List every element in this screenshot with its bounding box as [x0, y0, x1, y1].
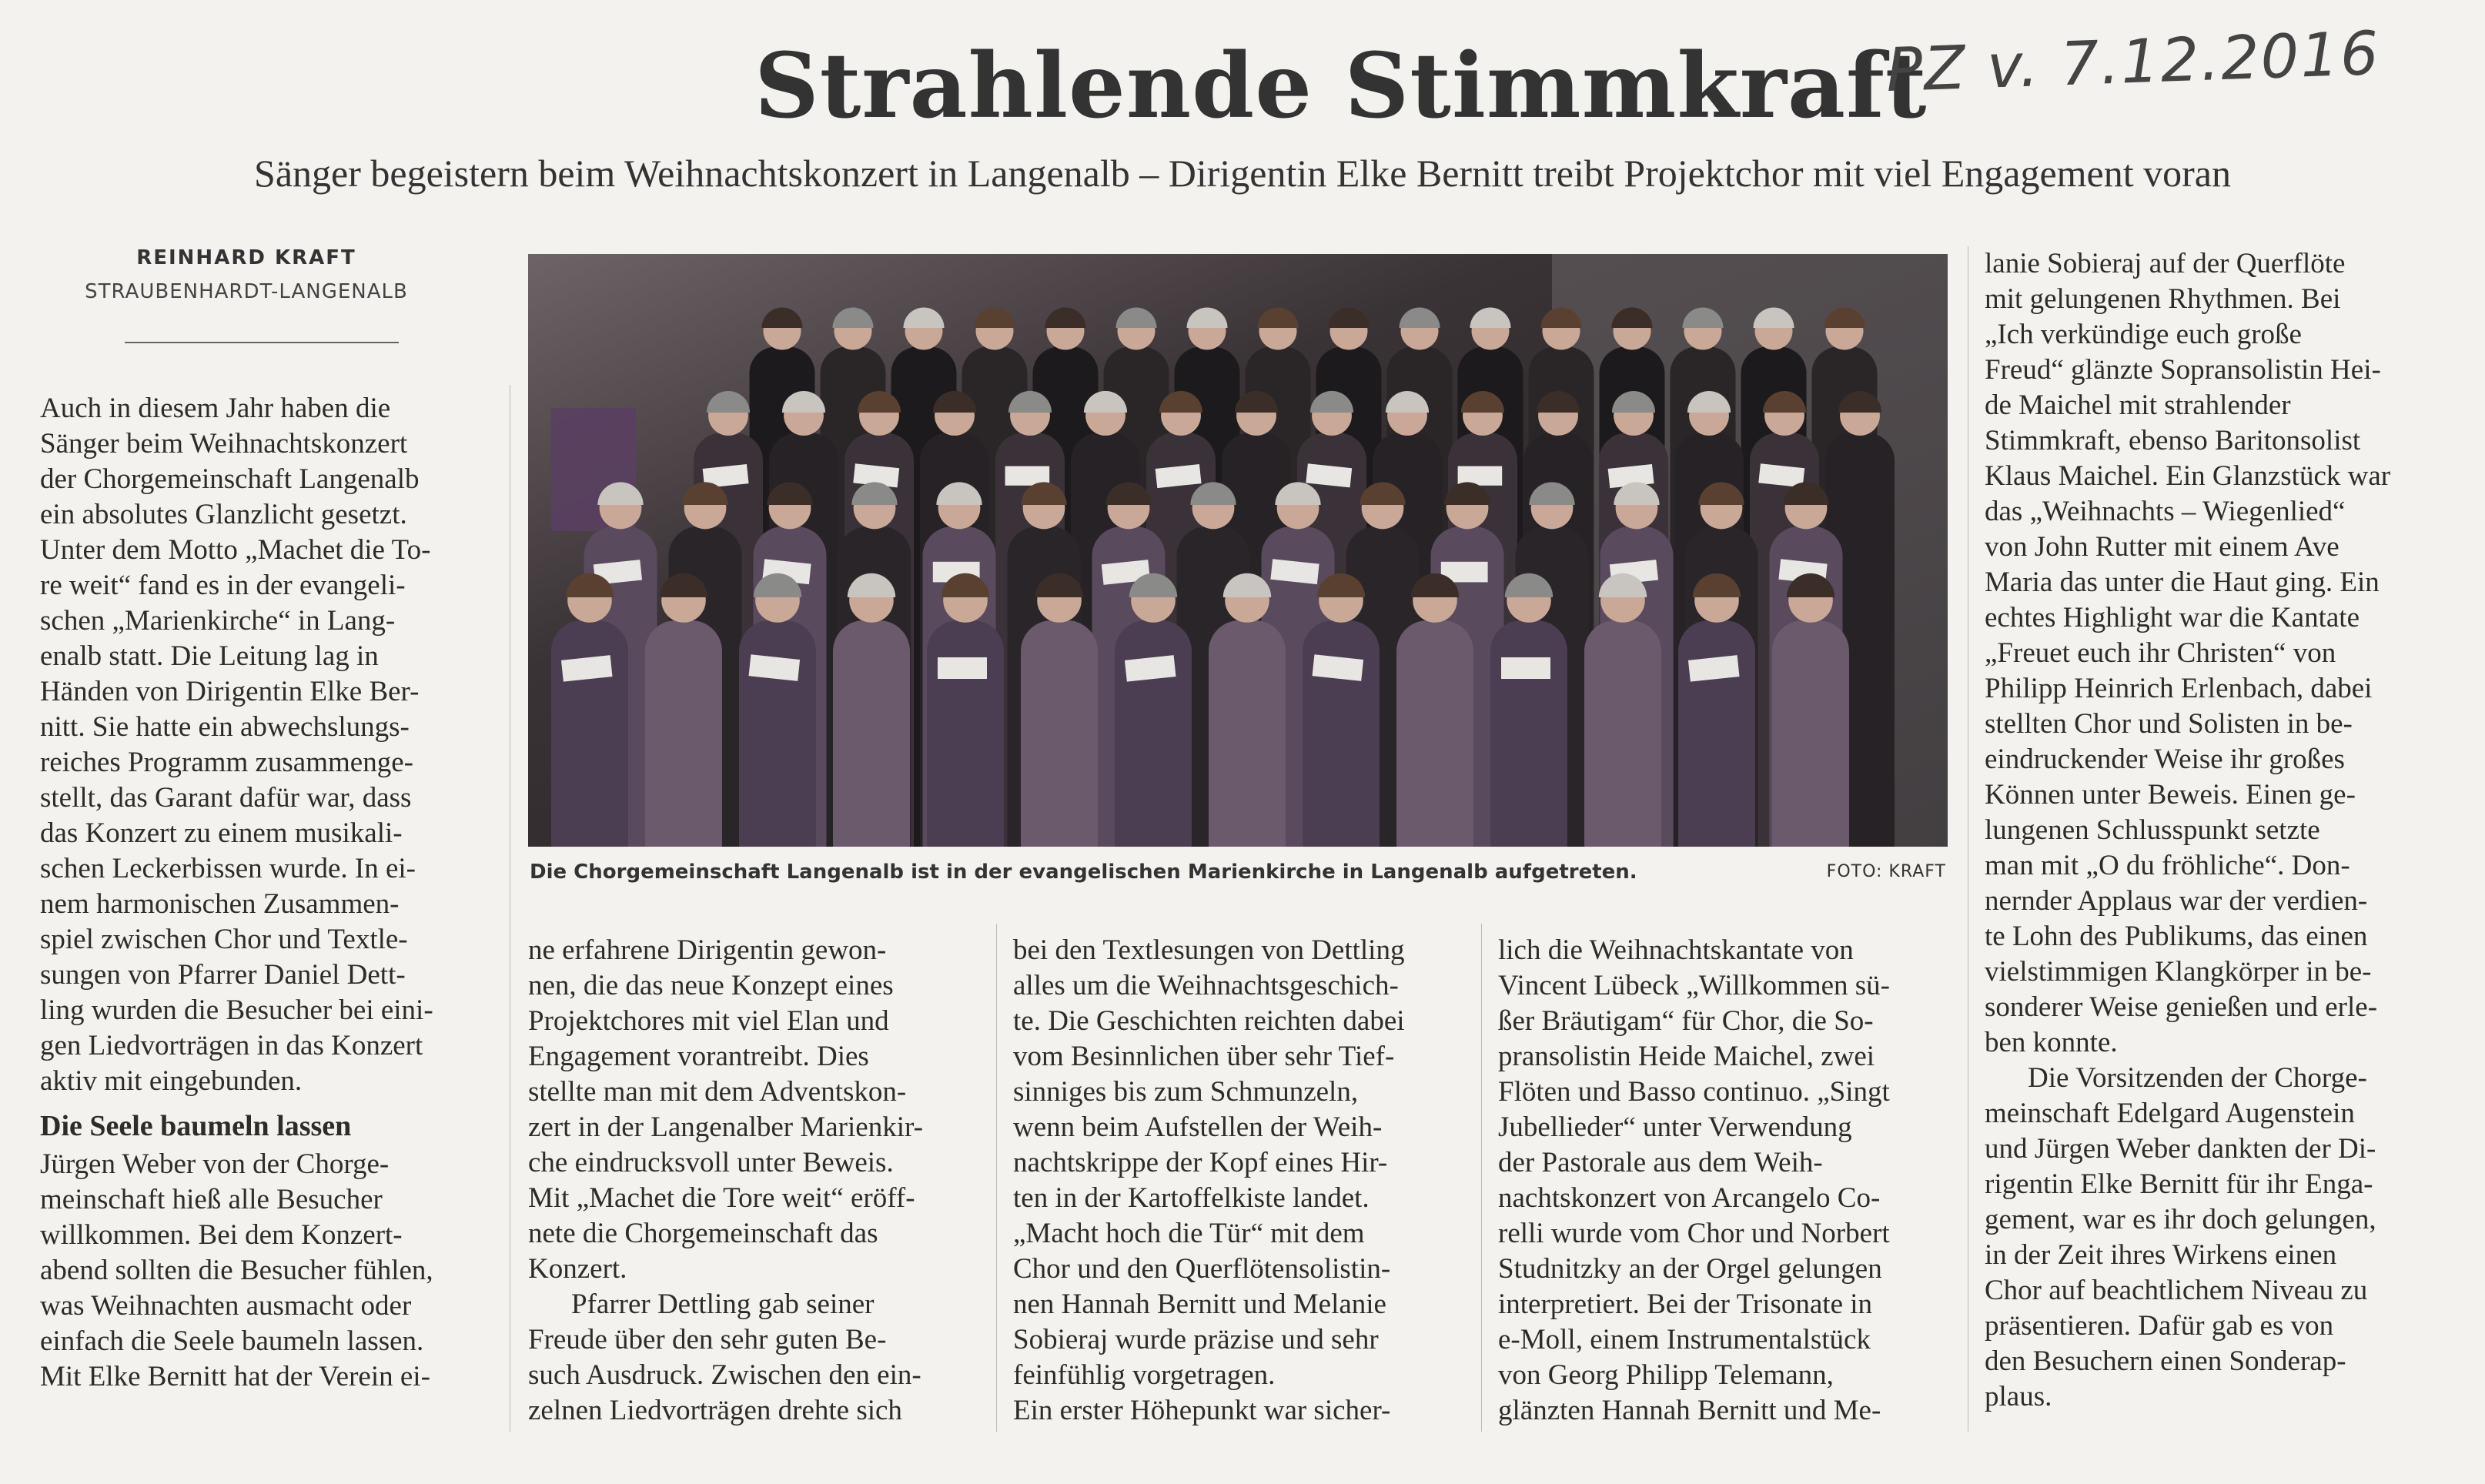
- text-line: zert in der Langenalber Marienkir-: [528, 1111, 923, 1143]
- text-line: vom Besinnlichen über sehr Tief-: [1013, 1041, 1395, 1072]
- text-line: und Jürgen Weber dankten der Di-: [1985, 1133, 2376, 1165]
- text-line: sonderer Weise genießen und erle-: [1985, 991, 2378, 1023]
- text-line: interpretiert. Bei der Trisonate in: [1498, 1288, 1873, 1320]
- text-line: enalb statt. Die Leitung lag in: [40, 640, 379, 672]
- text-line: eindruckender Weise ihr großes: [1985, 744, 2345, 775]
- text-line: den Besuchern einen Sonderap-: [1985, 1345, 2346, 1377]
- text-line: nen Hannah Bernitt und Melanie: [1013, 1288, 1386, 1320]
- text-line: ßer Bräutigam“ für Chor, die So-: [1498, 1005, 1874, 1037]
- text-line: spiel zwischen Chor und Textle-: [40, 924, 408, 955]
- col2-paragraph-2: [528, 1287, 978, 1429]
- photo-caption-text: Die Chorgemeinschaft Langenalb ist in der evangelischen Marienkirche in Langenalb aufgetreten.: [530, 861, 1637, 884]
- singer-silhouette: [927, 620, 1004, 847]
- singer-silhouette: [1584, 620, 1661, 847]
- text-line: Klaus Maichel. Ein Glanzstück war: [1985, 460, 2391, 492]
- text-line: Studnitzky an der Orgel gelungen: [1498, 1253, 1882, 1285]
- photo-caption: [530, 861, 1946, 894]
- text-line: stellt, das Garant dafür war, dass: [40, 782, 412, 814]
- text-line: gen Liedvorträgen in das Konzert: [40, 1030, 423, 1061]
- headline-block: [0, 14, 2485, 139]
- text-line: stellten Chor und Solisten in be-: [1985, 708, 2353, 740]
- article-column-2: [528, 933, 978, 1429]
- text-line: Chor auf beachtlichem Niveau zu: [1985, 1275, 2368, 1306]
- article-column-3: [1013, 933, 1463, 1429]
- text-line: Stimmkraft, ebenso Baritonsolist: [1985, 425, 2361, 456]
- text-line: bei den Textlesungen von Dettling: [1013, 934, 1405, 966]
- text-line: lanie Sobieraj auf der Querflöte: [1985, 248, 2346, 279]
- text-line: meinschaft hieß alle Besucher: [40, 1184, 383, 1215]
- byline-place: STRAUBENHARDT-LANGENALB: [85, 280, 408, 303]
- text-line: Pfarrer Dettling gab seiner: [571, 1288, 875, 1320]
- text-line: „Macht hoch die Tür“ mit dem: [1013, 1218, 1365, 1249]
- text-line: ben konnte.: [1985, 1027, 2118, 1058]
- text-line: Engagement vorantreibt. Dies: [528, 1041, 869, 1072]
- text-line: Sänger beim Weihnachtskonzert: [40, 428, 408, 460]
- singer-silhouette: [1209, 620, 1286, 847]
- text-line: was Weihnachten ausmacht oder: [40, 1290, 412, 1322]
- text-line: ein absolutes Glanzlicht gesetzt.: [40, 499, 407, 530]
- text-line: einfach die Seele baumeln lassen.: [40, 1325, 424, 1357]
- text-line: wenn beim Aufstellen der Weih-: [1013, 1111, 1383, 1143]
- text-line: Jubellieder“ unter Verwendung: [1498, 1111, 1852, 1143]
- text-line: das Konzert zu einem musikali-: [40, 817, 403, 849]
- byline-divider: [125, 342, 399, 343]
- text-line: sungen von Pfarrer Daniel Dett-: [40, 959, 406, 991]
- text-line: nernder Applaus war der verdien-: [1985, 885, 2368, 917]
- text-line: in der Zeit ihres Wirkens einen: [1985, 1239, 2337, 1271]
- text-line: alles um die Weihnachtsgeschich-: [1013, 970, 1399, 1001]
- text-line: das „Weihnachts – Wiegenlied“: [1985, 496, 2346, 527]
- text-line: stellte man mit dem Adventskon-: [528, 1076, 907, 1108]
- text-line: zelnen Liedvorträgen drehte sich: [528, 1395, 902, 1426]
- headline-title: Strahlende Stimmkraft: [754, 34, 1928, 139]
- text-line: Philipp Heinrich Erlenbach, dabei: [1985, 673, 2373, 704]
- article-subheading: Die Seele baumeln lassen: [40, 1110, 352, 1142]
- singer-silhouette: [1396, 620, 1473, 847]
- col5-paragraph-2: [1985, 1061, 2435, 1415]
- choir-photo-illustration: [528, 254, 1948, 847]
- text-line: pransolistin Heide Maichel, zwei: [1498, 1041, 1875, 1072]
- text-line: ten in der Kartoffelkiste landet.: [1013, 1182, 1370, 1214]
- text-line: e-Moll, einem Instrumentalstück: [1498, 1324, 1871, 1355]
- text-line: echtes Highlight war die Kantate: [1985, 602, 2360, 633]
- sheet-music: [1501, 657, 1550, 679]
- col3-paragraph-1: [1013, 933, 1463, 1429]
- text-line: Mit Elke Bernitt hat der Verein ei-: [40, 1361, 430, 1392]
- text-line: Sobieraj wurde präzise und sehr: [1013, 1324, 1379, 1355]
- text-line: Maria das unter die Haut ging. Ein: [1985, 567, 2380, 598]
- text-line: gement, war es ihr doch gelungen,: [1985, 1204, 2376, 1235]
- byline-author: REINHARD KRAFT: [136, 246, 356, 269]
- singer-silhouette: [645, 620, 722, 847]
- singer-silhouette: [1490, 620, 1567, 847]
- photo-credit: FOTO: KRAFT: [1826, 862, 1946, 881]
- text-line: meinschaft Edelgard Augenstein: [1985, 1098, 2355, 1129]
- text-line: Mit „Machet die Tore weit“ eröff-: [528, 1182, 915, 1214]
- text-line: lich die Weihnachtskantate von: [1498, 934, 1854, 966]
- text-line: mit gelungenen Rhythmen. Bei: [1985, 283, 2341, 315]
- text-line: de Maichel mit strahlender: [1985, 389, 2291, 421]
- handwritten-date-note: PZ v. 7.12.2016: [1885, 18, 2381, 106]
- singer-silhouette: [1303, 620, 1380, 847]
- singer-silhouette: [1772, 620, 1849, 847]
- article-column-1: [40, 391, 490, 1395]
- text-line: abend sollten die Besucher fühlen,: [40, 1255, 433, 1286]
- text-line: ne erfahrene Dirigentin gewon-: [528, 934, 887, 966]
- column-rule: [996, 924, 997, 1432]
- col1-paragraph-1: [40, 391, 490, 1099]
- text-line: „Ich verkündige euch große: [1985, 319, 2302, 350]
- text-line: der Chorgemeinschaft Langenalb: [40, 463, 420, 495]
- text-line: te Lohn des Publikums, das einen: [1985, 921, 2368, 952]
- text-line: rigentin Elke Bernitt für ihr Enga-: [1985, 1168, 2373, 1200]
- col1-paragraph-2: [40, 1147, 490, 1395]
- text-line: lungenen Schlusspunkt setzte: [1985, 814, 2320, 846]
- choir-photo: [528, 254, 1948, 847]
- text-line: Die Vorsitzenden der Chorge-: [2028, 1062, 2367, 1094]
- text-line: re weit“ fand es in der evangeli-: [40, 570, 406, 601]
- text-line: präsentieren. Dafür gab es von: [1985, 1310, 2334, 1342]
- text-line: feinfühlig vorgetragen.: [1013, 1359, 1276, 1391]
- text-line: nachtskrippe der Kopf eines Hir-: [1013, 1147, 1388, 1178]
- text-line: such Ausdruck. Zwischen den ein-: [528, 1359, 921, 1391]
- text-line: Projektchores mit viel Elan und: [528, 1005, 889, 1037]
- text-line: Händen von Dirigentin Elke Ber-: [40, 676, 420, 707]
- col2-paragraph-1: [528, 933, 978, 1287]
- column-rule: [1481, 924, 1482, 1432]
- text-line: man mit „O du fröhliche“. Don-: [1985, 850, 2350, 881]
- text-line: Ein erster Höhepunkt war sicher-: [1013, 1395, 1391, 1426]
- singer-silhouette: [1678, 620, 1755, 847]
- text-line: reiches Programm zusammenge-: [40, 747, 413, 778]
- text-line: nem harmonischen Zusammen-: [40, 888, 400, 920]
- article-column-4: [1498, 933, 1949, 1429]
- text-line: che eindrucksvoll unter Beweis.: [528, 1147, 894, 1178]
- text-line: Konzert.: [528, 1253, 627, 1285]
- text-line: te. Die Geschichten reichten dabei: [1013, 1005, 1405, 1037]
- singer-silhouette: [1115, 620, 1192, 847]
- text-line: plaus.: [1985, 1381, 2052, 1412]
- col5-paragraph-1: [1985, 246, 2435, 1061]
- text-line: glänzten Hannah Bernitt und Me-: [1498, 1395, 1881, 1426]
- text-line: von Georg Philipp Telemann,: [1498, 1359, 1834, 1391]
- text-line: Flöten und Basso continuo. „Singt: [1498, 1076, 1890, 1108]
- byline: [85, 246, 408, 303]
- singer-silhouette: [551, 620, 628, 847]
- singer-silhouette: [739, 620, 816, 847]
- article-column-5: [1985, 246, 2435, 1415]
- text-line: aktiv mit eingebunden.: [40, 1065, 303, 1097]
- text-line: ling wurden die Besucher bei eini-: [40, 994, 433, 1026]
- col4-paragraph-1: [1498, 933, 1949, 1429]
- text-line: schen „Marienkirche“ in Lang-: [40, 605, 396, 637]
- text-line: von John Rutter mit einem Ave: [1985, 531, 2340, 563]
- headline-subtitle: Sänger begeistern beim Weihnachtskonzert in Langenalb – Dirigentin Elke Bernitt treibt Projektchor mit viel Engagement voran: [254, 152, 2231, 195]
- text-line: der Pastorale aus dem Weih-: [1498, 1147, 1823, 1178]
- text-line: nitt. Sie hatte ein abwechslungs-: [40, 711, 410, 743]
- text-line: „Freuet euch ihr Christen“ von: [1985, 637, 2336, 669]
- text-line: vielstimmigen Klangkörper in be-: [1985, 956, 2372, 988]
- text-line: Vincent Lübeck „Willkommen sü-: [1498, 970, 1891, 1001]
- text-line: relli wurde vom Chor und Norbert: [1498, 1218, 1890, 1249]
- text-line: Können unter Beweis. Einen ge-: [1985, 779, 2356, 811]
- singer-silhouette: [833, 620, 910, 847]
- text-line: nachtskonzert von Arcangelo Co-: [1498, 1182, 1881, 1214]
- text-line: Unter dem Motto „Machet die To-: [40, 534, 431, 566]
- text-line: nete die Chorgemeinschaft das: [528, 1218, 878, 1249]
- sheet-music: [938, 657, 987, 679]
- text-line: Chor und den Querflötensolistin-: [1013, 1253, 1391, 1285]
- text-line: Freude über den sehr guten Be-: [528, 1324, 887, 1355]
- text-line: sinniges bis zum Schmunzeln,: [1013, 1076, 1359, 1108]
- text-line: schen Leckerbissen wurde. In ei-: [40, 853, 416, 884]
- text-line: Jürgen Weber von der Chorge-: [40, 1148, 390, 1180]
- text-line: Auch in diesem Jahr haben die: [40, 393, 391, 424]
- singer-silhouette: [1021, 620, 1098, 847]
- text-line: Freud“ glänzte Sopransolistin Hei-: [1985, 354, 2381, 386]
- text-line: nen, die das neue Konzept eines: [528, 970, 894, 1001]
- text-line: willkommen. Bei dem Konzert-: [40, 1219, 403, 1251]
